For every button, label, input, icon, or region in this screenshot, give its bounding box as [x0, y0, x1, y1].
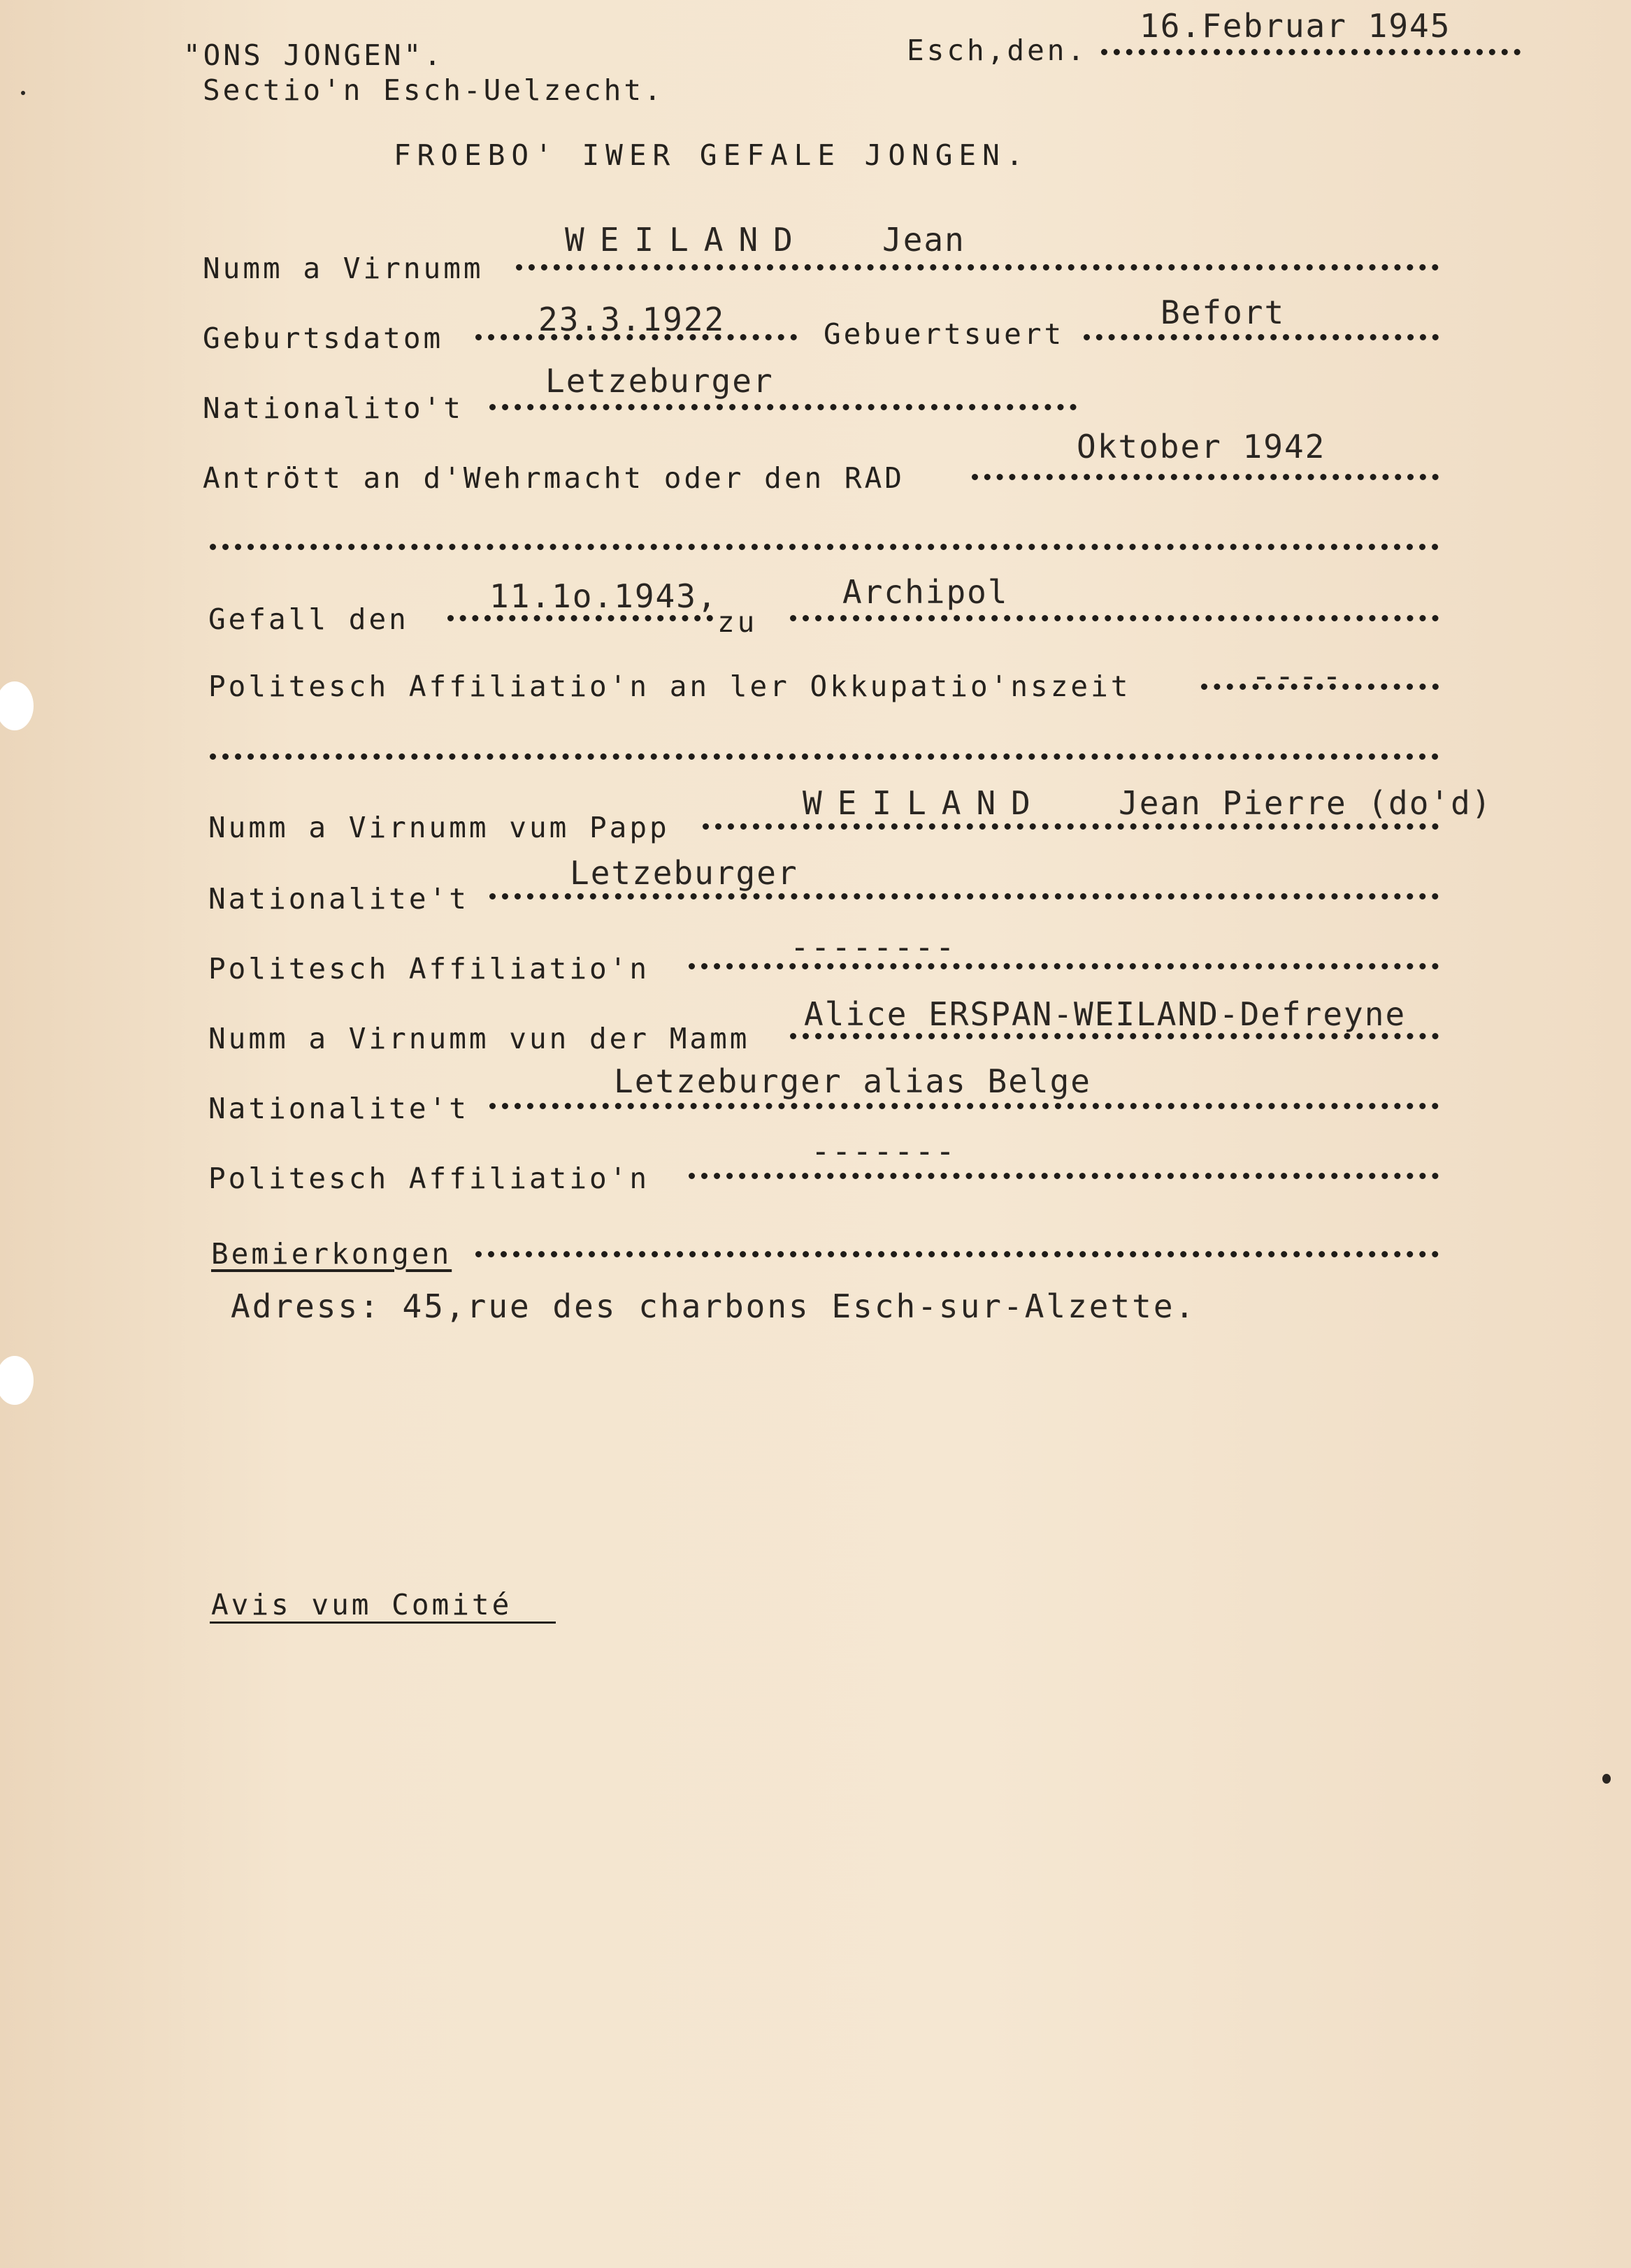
- fallen-date-dotted-line: [447, 615, 713, 621]
- nationality-value: Letzeburger: [545, 362, 774, 400]
- name-given: Jean: [882, 221, 965, 259]
- name-dotted-line: [516, 264, 1439, 270]
- mother-pol-dotted-line: [689, 1173, 1439, 1179]
- father-name-dotted-line: [703, 823, 1439, 830]
- document-title: FROEBO' IWER GEFALE JONGEN.: [394, 138, 1030, 172]
- birthplace-value: Befort: [1161, 294, 1286, 331]
- father-nationality-label: Nationalite't: [208, 882, 469, 916]
- entry-value: Oktober 1942: [1077, 428, 1326, 465]
- ink-speck: [21, 91, 25, 95]
- mother-nationality-value: Letzeburger alias Belge: [614, 1062, 1091, 1100]
- date-dotted-line: [1101, 49, 1521, 55]
- pol-aff-occupation-label: Politesch Affiliatio'n an ler Okkupatio'nszeit: [208, 670, 1131, 703]
- committee-underline: [210, 1621, 556, 1624]
- name-surname: WEILAND: [565, 221, 808, 259]
- birthdate-label: Geburtsdatom: [203, 322, 444, 355]
- birthplace-label: Gebuertsuert: [824, 317, 1065, 351]
- fallen-date: 11.1o.1943,: [489, 577, 718, 615]
- nationality-dotted-line: [489, 404, 1077, 410]
- mother-nationality-label: Nationalite't: [208, 1092, 469, 1125]
- mother-pol-value: -------: [811, 1132, 956, 1170]
- pol-aff-continuation-line: [210, 753, 1439, 760]
- remarks-dotted-line: [475, 1251, 1439, 1257]
- mother-nationality-dotted-line: [489, 1103, 1439, 1109]
- section-name: Sectio'n Esch-Uelzecht.: [203, 73, 664, 107]
- org-name: "ONS JONGEN".: [183, 38, 444, 72]
- entry-continuation-line: [210, 544, 1439, 550]
- father-pol-label: Politesch Affiliatio'n: [208, 952, 650, 985]
- nationality-label: Nationalito't: [203, 391, 464, 425]
- committee-label: Avis vum Comité: [211, 1588, 512, 1621]
- birthplace-dotted-line: [1084, 334, 1439, 340]
- place-date-label: Esch,den.: [907, 34, 1088, 67]
- father-nationality-dotted-line: [489, 893, 1439, 900]
- punch-hole: [0, 681, 34, 730]
- fallen-place: Archipol: [842, 573, 1009, 611]
- pol-aff-occupation-value: ----: [1251, 657, 1346, 695]
- father-surname: WEILAND: [803, 784, 1046, 822]
- ink-speck: [1602, 1774, 1611, 1784]
- punch-hole: [0, 1356, 34, 1405]
- address-value: Adress: 45,rue des charbons Esch-sur-Alzette.: [231, 1287, 1197, 1325]
- father-given: Jean Pierre (do'd): [1119, 784, 1493, 822]
- name-label: Numm a Virnumm: [203, 252, 484, 285]
- entry-label: Antrött an d'Wehrmacht oder den RAD: [203, 461, 905, 495]
- mother-name-value: Alice ERSPAN-WEILAND-Defreyne: [804, 995, 1407, 1033]
- mother-pol-label: Politesch Affiliatio'n: [208, 1162, 650, 1195]
- fallen-place-label: zu: [717, 605, 758, 639]
- father-nationality-value: Letzeburger: [570, 854, 798, 892]
- remarks-label: Bemierkongen: [211, 1237, 452, 1271]
- mother-name-label: Numm a Virnumm vun der Mamm: [208, 1022, 750, 1055]
- birthdate-value: 23.3.1922: [538, 301, 726, 338]
- fallen-label: Gefall den: [208, 602, 409, 636]
- fallen-place-dotted-line: [790, 615, 1439, 621]
- document-date: 16.Februar 1945: [1140, 7, 1451, 45]
- father-name-label: Numm a Virnumm vum Papp: [208, 811, 670, 844]
- mother-name-dotted-line: [790, 1033, 1439, 1039]
- entry-dotted-line: [972, 474, 1439, 480]
- father-pol-value: --------: [790, 928, 956, 966]
